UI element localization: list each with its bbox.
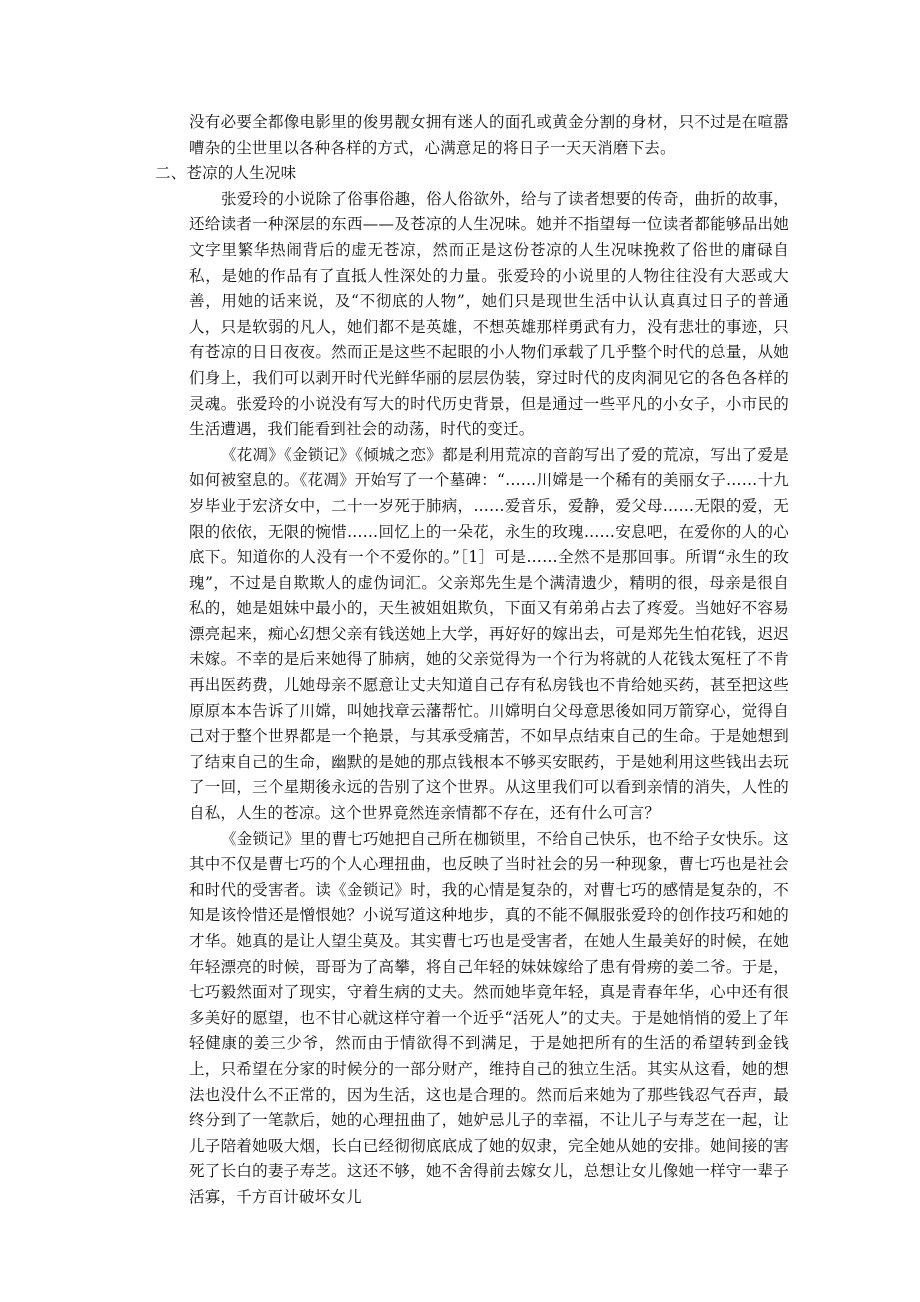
paragraph-2: 《花凋》《金锁记》《倾城之恋》都是利用荒凉的音韵写出了爱的荒凉，写出了爱是如何被窒息的。《花凋》开始写了一个墓碑：“……川嫦是一个稀有的美丽女子……十九岁毕业于宏济女中，二十一岁死于肺病，……爱音乐，爱静，爱父母……无限的爱，无限的依依，无限的惋惜……回忆上的一朵花，永生的玫瑰……安息吧，在爱你的人的心底下。知道你的人没有一个不爱你的。”［1］可是……全然不是那回事。所谓“永生的玫瑰”，不过是自欺欺人的虚伪词汇。父亲郑先生是个满清遗少，精明的很，母亲是很自私的，她是姐妹中最小的，天生被姐姐欺负，下面又有弟弟占去了疼爱。当她好不容易漂亮起来，痴心幻想父亲有钱送她上大学，再好好的嫁出去，可是郑先生怕花钱，迟迟未嫁。不幸的是后来她得了肺病，她的父亲觉得为一个行为将就的人花钱太冤枉了不肯再出医药费，儿她母亲不愿意让丈夫知道自己存有私房钱也不肯给她买药，甚至把这些原原本本告诉了川嫦，叫她找章云藩帮忙。川嫦明白父母意思後如同万箭穿心，觉得自己对于整个世界都是一个艳景，与其承受痛苦，不如早点结束自己的生命。于是她想到了结束自己的生命，幽默的是她的那点钱根本不够买安眠药，于是她利用这些钱出去玩了一回，三个星期後永远的告别了这个世界。从这里我们可以看到亲情的消失，人性的自私，人生的苍凉。这个世界竟然连亲情都不存在，还有什么可言？ bbox=[189, 445, 789, 823]
paragraph-3: 《金锁记》里的曹七巧她把自己所在枷锁里，不给自己快乐，也不给子女快乐。这其中不仅是曹七巧的个人心理扭曲，也反映了当时社会的另一种现象，曹七巧也是社会和时代的受害者。读《金锁记》时，我的心情是复杂的，对曹七巧的感情是复杂的，不知是该怜惜还是憎恨她？小说写道这种地步，真的不能不佩服张爱玲的创作技巧和她的才华。她真的是让人望尘莫及。其实曹七巧也是受害者，在她人生最美好的时候，在她年轻漂亮的时候，哥哥为了高攀，将自己年轻的妹妹嫁给了患有骨痨的姜二爷。于是，七巧毅然面对了现实，守着生病的丈夫。然而她毕竟年轻，真是青春年华，心中还有很多美好的愿望，也不甘心就这样守着一个近乎“活死人”的丈夫。于是她悄悄的爱上了年轻健康的姜三少爷，然而由于情欲得不到满足，于是她把所有的生活的希望转到金钱上，只希望在分家的时候分的一部分财产，维持自己的独立生活。其实从这看，她的想法也没什么不正常的，因为生活，这也是合理的。然而后来她为了那些钱忍气吞声，最终分到了一笔款后，她的心理扭曲了，她妒忌儿子的幸福，不让儿子与寿芝在一起，让儿子陪着她吸大烟，长白已经彻彻底底成了她的奴隶，完全她从她的安排。她间接的害死了长白的妻子寿芝。这还不够，她不舍得前去嫁女儿，总想让女儿像她一样守一辈子活寡，千方百计破坏女儿 bbox=[189, 829, 789, 1206]
section-heading: 二、苍凉的人生况味 bbox=[155, 164, 297, 183]
paragraph-1: 张爱玲的小说除了俗事俗趣，俗人俗欲外，给与了读者想要的传奇，曲折的故事，还给读者一种深层的东西——及苍凉的人生况味。她并不指望每一位读者都能够品出她文字里繁华热闹背后的虚无苍凉，然而正是这份苍凉的人生况味挽救了俗世的庸碌自私，是她的作品有了直抵人性深处的力量。张爱玲的小说里的人物往往没有大恶或大善，用她的话来说，及“不彻底的人物”，她们只是现世生活中认认真真过日子的普通人，只是软弱的凡人，她们都不是英雄，不想英雄那样勇武有力，没有悲壮的事迹，只有苍凉的日日夜夜。然而正是这些不起眼的小人物们承载了几乎整个时代的总量，从她们身上，我们可以剥开时代光鲜华丽的层层伪装，穿过时代的皮肉洞见它的各色各样的灵魂。张爱玲的小说没有写大的时代历史背景，但是通过一些平凡的小女子，小市民的生活遭遇，我们能看到社会的动荡，时代的变迁。 bbox=[189, 189, 789, 439]
paragraph-continued: 没有必要全都像电影里的俊男靓女拥有迷人的面孔或黄金分割的身材，只不过是在喧嚣嘈杂的尘世里以各种各样的方式，心满意足的将日子一天天消磨下去。 bbox=[189, 113, 789, 157]
article-body bbox=[155, 110, 789, 1211]
